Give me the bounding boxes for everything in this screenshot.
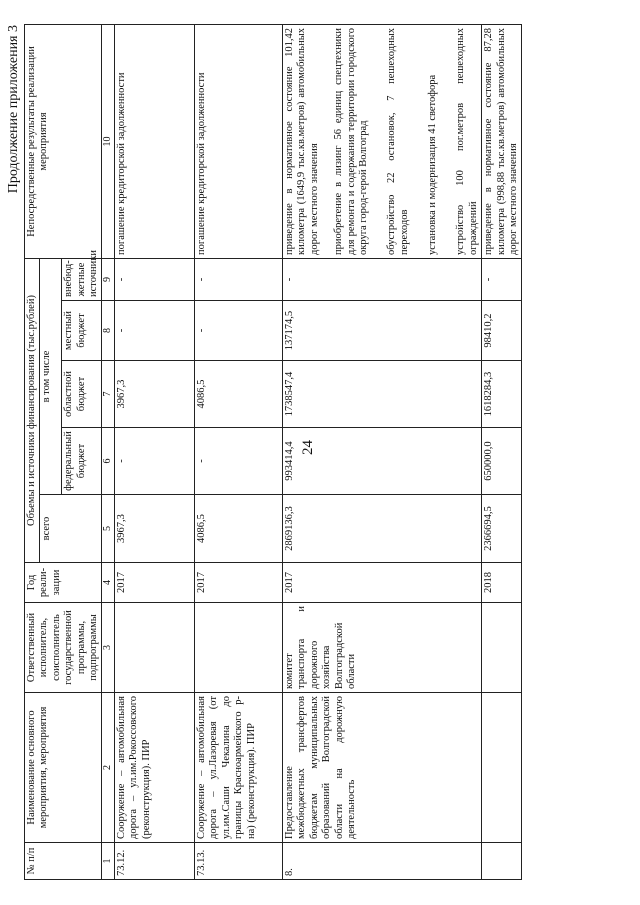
row-number: 73.12.	[115, 843, 195, 880]
total-amount: 3967,3	[115, 495, 195, 563]
appendix-caption: Продолжение приложения 3	[6, 25, 21, 194]
federal-amount: 650000,0	[482, 428, 522, 495]
year: 2017	[115, 563, 195, 603]
year: 2017	[283, 563, 482, 603]
header-regional: областной бюджет	[62, 361, 102, 428]
executor	[482, 603, 522, 693]
result-text: приведение в нормативное состояние 101,42 километра (1649,9 тыс.кв.метров) автомобильных дорог местного значения	[284, 27, 320, 255]
header-extra: внебюд-жетные источники	[62, 258, 102, 300]
measure-name: Сооружение – автомобильная дорога – ул.им.Рокоссовского (реконструкция). ПИР	[115, 693, 195, 843]
result-text: установка и модернизация 41 светофора	[427, 74, 439, 255]
col-number: 6	[102, 428, 115, 495]
row-number: 8.	[283, 843, 482, 880]
result-list	[283, 24, 482, 258]
result-text: приобретение в лизинг 56 единиц спецтехники для ремонта и содержания территории городского округа город-герой Волгоград	[333, 27, 369, 255]
measure-name: Предоставление межбюджетных трансфертов бюджетам муниципальных образований Волгоградской области на дорожную деятельность	[283, 693, 482, 843]
header-name: Наименование основного мероприятия, мероприятия	[25, 693, 102, 843]
row-number: 73.13.	[195, 843, 283, 880]
federal-amount: 993414,4	[283, 428, 482, 495]
header-total: всего	[40, 495, 102, 563]
local-amount: 98410,2	[482, 301, 522, 361]
col-number: 10	[102, 24, 115, 258]
result-text: погашение кредиторской задолженности	[195, 24, 283, 258]
col-number: 9	[102, 258, 115, 300]
header-funding: Объемы и источники финансирования (тыс.рублей)	[25, 258, 40, 562]
local-amount: -	[115, 301, 195, 361]
table-row	[115, 24, 195, 879]
header-executor: Ответственный исполнитель, соисполнитель государственной программы, подпрограммы	[25, 603, 102, 693]
result-text: обустройство 22 остановок, 7 пешеходных переходов	[386, 27, 410, 255]
column-number-row	[102, 24, 115, 879]
extra-amount: -	[283, 258, 482, 300]
total-amount: 2869136,3	[283, 495, 482, 563]
col-number: 8	[102, 301, 115, 361]
result-text: погашение кредиторской задолженности	[115, 24, 195, 258]
total-amount: 2366694,5	[482, 495, 522, 563]
result-text: устройство 100 пог.метров пешеходных ограждений	[455, 27, 479, 255]
local-amount: -	[195, 301, 283, 361]
header-including: в том числе	[40, 258, 62, 494]
col-number: 5	[102, 495, 115, 563]
header-results: Непосредственные результаты реализации мероприятия	[25, 24, 102, 258]
regional-amount: 1618284,3	[482, 361, 522, 428]
table-row	[482, 24, 522, 879]
federal-amount: -	[115, 428, 195, 495]
col-number: 7	[102, 361, 115, 428]
executor: комитет транспорта и дорожного хозяйства Волгоградской области	[283, 603, 482, 693]
col-number: 1	[102, 843, 115, 880]
measure-name: Сооружение – автомобильная дорога – ул.Лазоревая (от ул.им.Саши Чекалина до границы Красноармейского р-на) (реконструкция). ПИР	[195, 693, 283, 843]
regional-amount: 4086,5	[195, 361, 283, 428]
regional-amount: 3967,3	[115, 361, 195, 428]
extra-amount: -	[115, 258, 195, 300]
program-table	[24, 24, 522, 880]
year: 2017	[195, 563, 283, 603]
col-number: 4	[102, 563, 115, 603]
executor	[115, 603, 195, 693]
header-year: Год реали-зации	[25, 563, 102, 603]
table-row	[195, 24, 283, 879]
total-amount: 4086,5	[195, 495, 283, 563]
header-local: местный бюджет	[62, 301, 102, 361]
col-number: 2	[102, 693, 115, 843]
extra-amount: -	[195, 258, 283, 300]
header-federal: федеральный бюджет	[62, 428, 102, 495]
measure-name	[482, 693, 522, 843]
executor	[195, 603, 283, 693]
col-number: 3	[102, 603, 115, 693]
table-row	[283, 24, 482, 879]
header-num: № п/п	[25, 843, 102, 880]
year: 2018	[482, 563, 522, 603]
result-text: приведение в нормативное состояние 87,28 километра (998,88 тыс.кв.метров) автомобильных дорог местного значения	[482, 24, 522, 258]
extra-amount: -	[482, 258, 522, 300]
federal-amount: -	[195, 428, 283, 495]
page-number: 24	[300, 440, 316, 455]
regional-amount: 1738547,4	[283, 361, 482, 428]
row-number	[482, 843, 522, 880]
local-amount: 137174,5	[283, 301, 482, 361]
